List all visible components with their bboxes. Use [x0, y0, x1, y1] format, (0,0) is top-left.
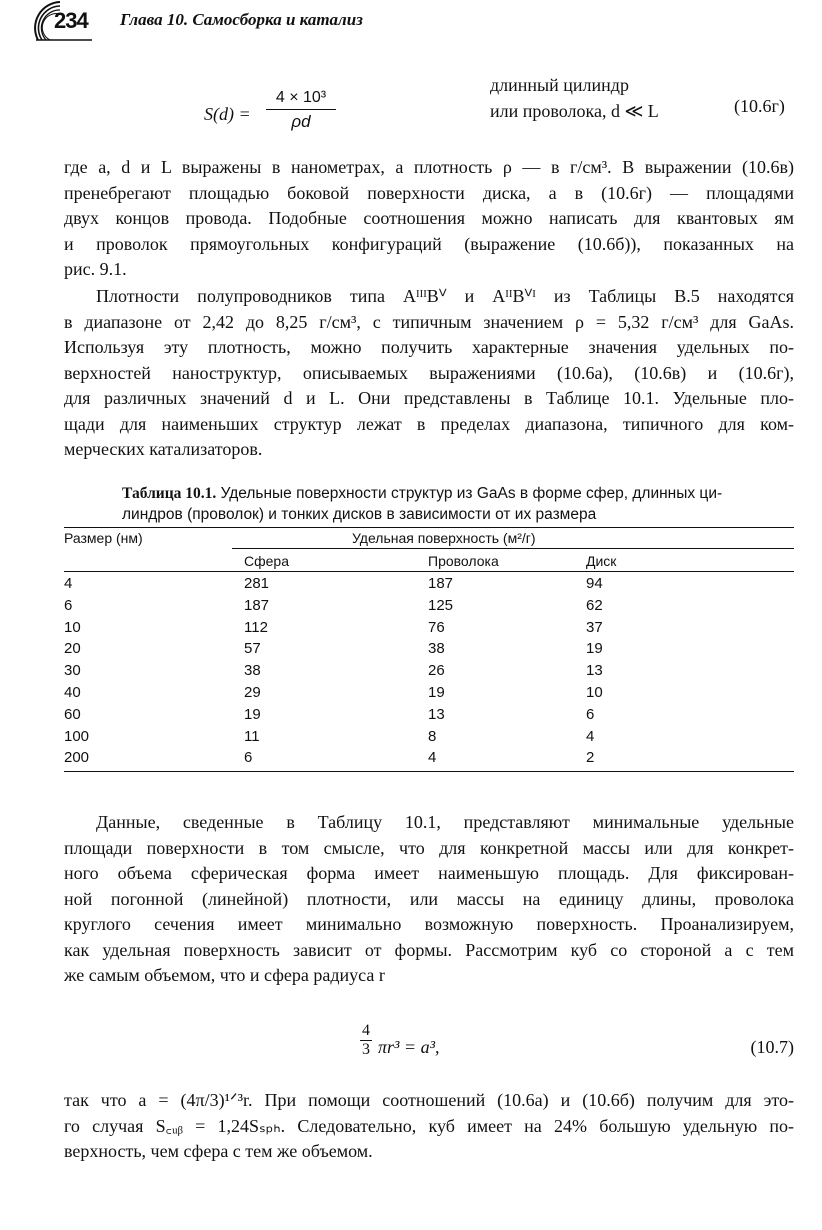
cell-sphere: 19	[244, 705, 261, 723]
column-header-disk: Диск	[586, 553, 617, 569]
cell-wire: 19	[428, 684, 445, 701]
cell-sphere: 29	[244, 684, 261, 701]
cell-disk: 10	[586, 684, 603, 701]
table-top-rule	[64, 527, 794, 528]
cell-size: 20	[64, 640, 81, 658]
formula-condition-line1: длинный цилиндр	[490, 75, 629, 95]
text-line: Данные, сведенные в Таблицу 10.1, представляют минимальные удельные	[96, 812, 794, 832]
cell-disk: 6	[586, 705, 595, 723]
cell-size: 4	[64, 575, 73, 592]
text-line: площади поверхности в том смысле, что для конкретной массы или для конкрет-	[64, 837, 794, 858]
text-line: и проволок прямоугольных конфигураций (выражение (10.6б)), показанных на	[64, 233, 794, 254]
text-line: где a, d и L выражены в нанометрах, а плотность ρ — в г/см³. В выражении (10.6в)	[64, 157, 794, 177]
text-line: ной погонной (линейной) плотности, или массы на единицу длины, проволока	[64, 888, 794, 909]
cell-sphere: 187	[244, 596, 270, 614]
header-bottom-rule	[64, 571, 794, 572]
column-header-wire: Проволока	[428, 553, 499, 569]
equation-10-7	[340, 1022, 794, 1078]
text-line: для различных значений d и L. Они представлены в Таблице 10.1. Удельные пло-	[64, 388, 794, 408]
cell-wire: 76	[428, 618, 445, 636]
text-line: круглого сечения имеет минимально возможную поверхность. Проанализируем,	[64, 914, 794, 934]
table-bottom-rule	[64, 771, 794, 772]
cell-wire: 13	[428, 705, 445, 723]
text-line: же самым объемом, что и сфера радиуса r	[64, 965, 385, 985]
caption-line-2: линдров (проволок) и тонких дисков в зависимости от их размера	[122, 506, 597, 523]
caption-line-1	[122, 483, 794, 504]
cell-sphere: 57	[244, 640, 261, 658]
cell-wire: 4	[428, 749, 437, 767]
cell-wire: 26	[428, 662, 445, 680]
cell-disk: 19	[586, 640, 603, 658]
text-line: щади для наименьших структур лежат в пределах диапазона, типичного для ком-	[64, 413, 794, 434]
paragraph-1	[64, 155, 794, 283]
text-line: мерческих катализаторов.	[64, 439, 263, 459]
equation-number: (10.7)	[750, 1037, 794, 1057]
page-header	[30, 0, 790, 44]
page-number: 234	[54, 8, 88, 33]
cell-sphere: 6	[244, 749, 253, 767]
column-header-size: Размер (нм)	[64, 530, 143, 546]
equation-frac-numerator: 4	[362, 1022, 370, 1039]
equation-fraction	[360, 1022, 372, 1059]
formula-condition-line2: или проволока, d ≪ L	[490, 101, 659, 121]
cell-size: 40	[64, 684, 81, 701]
formula-denominator: ρd	[291, 112, 311, 131]
cell-wire: 125	[428, 596, 454, 614]
text-line: как удельная поверхность зависит от формы. Рассмотрим куб со стороной a с тем	[64, 939, 794, 960]
text-line: двух концов провода. Подобные соотношения можно написать для квантовых ям	[64, 208, 794, 228]
cell-sphere: 11	[244, 727, 260, 745]
text-line: верхностей наноструктур, описываемых выражениями (10.6а), (10.6в) и (10.6г),	[64, 362, 794, 383]
running-head: Глава 10. Самосборка и катализ	[120, 10, 363, 29]
text-line: Плотности полупроводников типа AᴵᴵᴵBⱽ и AᴵᴵBⱽᴵ из Таблицы B.5 находятся	[96, 286, 794, 306]
caption-label: Таблица 10.1.	[122, 485, 217, 502]
equation-frac-denominator: 3	[362, 1041, 370, 1058]
cell-size: 60	[64, 705, 81, 723]
table-caption	[122, 483, 794, 525]
text-line: так что a = (4π/3)¹ᐟ³r. При помощи соотношений (10.6а) и (10.6б) получим для это-	[64, 1090, 794, 1110]
cell-size: 200	[64, 749, 90, 767]
column-header-sphere: Сфера	[244, 553, 289, 569]
cell-wire: 187	[428, 575, 454, 592]
formula-number: (10.6г)	[734, 96, 785, 116]
paragraph-2	[64, 284, 794, 463]
paragraph-3	[64, 810, 794, 989]
cell-disk: 37	[586, 618, 603, 636]
formula-condition	[490, 72, 659, 124]
cell-disk: 62	[586, 596, 603, 614]
cell-disk: 2	[586, 749, 595, 767]
formula-numerator: 4 × 10³	[266, 89, 336, 110]
paragraph-4	[64, 1088, 794, 1165]
text-line: рис. 9.1.	[64, 259, 127, 279]
cell-disk: 13	[586, 662, 603, 680]
cell-size: 10	[64, 618, 81, 636]
cell-sphere: 281	[244, 575, 270, 592]
equation-expression: πr³ = a³,	[378, 1037, 440, 1057]
cell-size: 30	[64, 662, 81, 680]
cell-disk: 4	[586, 727, 595, 745]
cell-size: 100	[64, 727, 90, 745]
text-line: Используя эту плотность, можно получить характерные значения удельных по-	[64, 337, 794, 357]
text-line: ного объема сферическая форма имеет наименьшую площадь. Для фиксирован-	[64, 863, 794, 883]
text-line: го случая S꜀ᵤᵦ = 1,24Sₛₚₕ. Следовательно, куб имеет на 24% большую удельную по-	[64, 1115, 794, 1136]
text-line: пренебрегают площадью боковой поверхности диска, а в (10.6г) — площадями	[64, 182, 794, 203]
cell-sphere: 38	[244, 662, 261, 680]
group-header-rule	[232, 548, 794, 549]
caption-text-1: Удельные поверхности структур из GaAs в форме сфер, длинных ци-	[220, 485, 723, 502]
cell-disk: 94	[586, 575, 603, 592]
text-line: в диапазоне от 2,42 до 8,25 г/см³, с типичным значением ρ = 5,32 г/см³ для GaAs.	[64, 311, 794, 332]
formula-lhs: S(d) =	[204, 104, 251, 124]
cell-sphere: 112	[244, 618, 268, 636]
text-line: верхность, чем сфера с тем же объемом.	[64, 1141, 373, 1161]
column-group-header: Удельная поверхность (м²/г)	[352, 530, 536, 546]
formula-10-6g	[200, 75, 800, 154]
cell-size: 6	[64, 596, 73, 614]
cell-wire: 8	[428, 727, 437, 745]
cell-wire: 38	[428, 640, 445, 658]
formula-fraction	[266, 89, 336, 132]
